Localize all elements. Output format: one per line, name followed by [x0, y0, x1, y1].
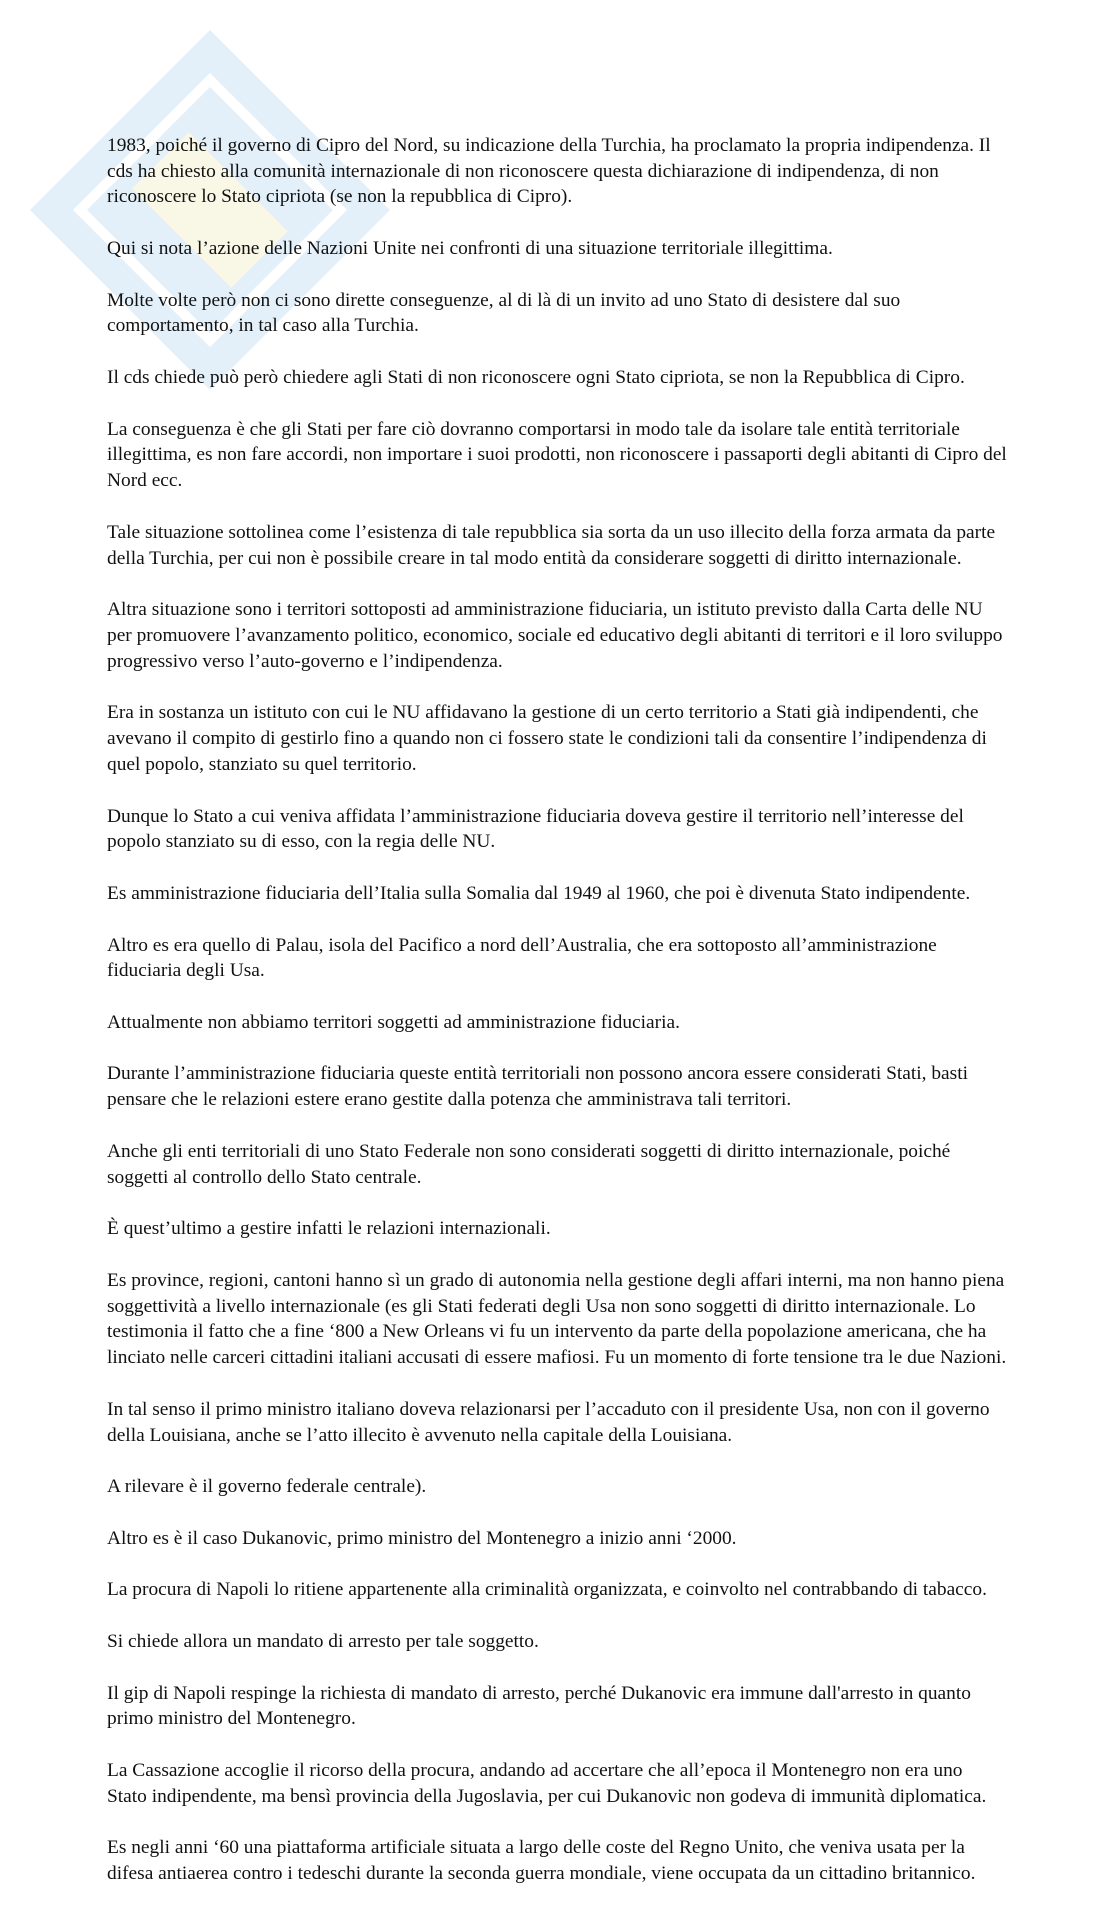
paragraph: Dunque lo Stato a cui veniva affidata l’amministrazione fiduciaria doveva gestire il territorio nell’interesse del popolo stanziato su di esso, con la regia delle NU.	[107, 805, 964, 853]
paragraph: Altro es è il caso Dukanovic, primo ministro del Montenegro a inizio anni ‘2000.	[107, 1527, 737, 1549]
paragraph: Altro es era quello di Palau, isola del Pacifico a nord dell’Australia, che era sottoposto all’amministrazione fiduciaria degli Usa.	[107, 934, 937, 982]
paragraph: Anche gli enti territoriali di uno Stato Federale non sono considerati soggetti di diritto internazionale, poiché soggetti al controllo dello Stato centrale.	[107, 1140, 951, 1188]
paragraph: In tal senso il primo ministro italiano doveva relazionarsi per l’accaduto con il presidente Usa, non con il governo della Louisiana, anche se l’atto illecito è avvenuto nella capitale della Louisiana.	[107, 1398, 990, 1446]
paragraph: Il gip di Napoli respinge la richiesta di mandato di arresto, perché Dukanovic era immune dall'arresto in quanto primo ministro del Montenegro.	[107, 1682, 971, 1730]
paragraph: Era in sostanza un istituto con cui le NU affidavano la gestione di un certo territorio a Stati già indipendenti, che avevano il compito di gestirlo fino a quando non ci fossero state le condizioni tali da consentire l’indipendenza di quel popolo, stanziato su quel territorio.	[107, 702, 987, 775]
paragraph: È quest’ultimo a gestire infatti le relazioni internazionali.	[107, 1218, 551, 1240]
paragraph: Durante l’amministrazione fiduciaria queste entità territoriali non possono ancora essere considerati Stati, basti pensare che le relazioni estere erano gestite dalla potenza che amministrava tali territori.	[107, 1063, 968, 1111]
paragraph: Il cds chiede può però chiedere agli Stati di non riconoscere ogni Stato cipriota, se non la Repubblica di Cipro.	[107, 366, 965, 388]
paragraph: Es province, regioni, cantoni hanno sì un grado di autonomia nella gestione degli affari interni, ma non hanno piena soggettività a livello internazionale (es gli Stati federati degli Usa non sono soggetti di diritto internazionale. Lo testimonia il fatto che a fine ‘800 a New Orleans vi fu un intervento da parte della popolazione americana, che ha linciato nelle carceri cittadini italiani accusati di essere mafiosi. Fu un momento di forte tensione tra le due Nazioni.	[107, 1269, 1007, 1369]
paragraph: Qui si nota l’azione delle Nazioni Unite nei confronti di una situazione territoriale illegittima.	[107, 237, 833, 259]
paragraph: La Cassazione accoglie il ricorso della procura, andando ad accertare che all’epoca il Montenegro non era uno Stato indipendente, ma bensì provincia della Jugoslavia, per cui Dukanovic non godeva di immunità diplomatica.	[107, 1760, 987, 1807]
paragraph: Es negli anni ‘60 una piattaforma artificiale situata a largo delle coste del Regno Unito, che veniva usata per la difesa antiaerea contro i tedeschi durante la seconda guerra mondiale, viene occupata da un cittadino britannico.	[107, 1837, 976, 1885]
paragraph: A rilevare è il governo federale centrale).	[107, 1476, 427, 1498]
paragraph: La conseguenza è che gli Stati per fare ciò dovranno comportarsi in modo tale da isolare tale entità territoriale illegittima, es non fare accordi, non importare i suoi prodotti, non riconoscere i passaporti degli abitanti di Cipro del Nord ecc.	[107, 418, 1007, 492]
paragraph: Tale situazione sottolinea come l’esistenza di tale repubblica sia sorta da un uso illecito della forza armata da parte della Turchia, per cui non è possibile creare in tal modo entità da considerare soggetti di diritto internazionale.	[107, 521, 996, 569]
paragraph: 1983, poiché il governo di Cipro del Nord, su indicazione della Turchia, ha proclamato la propria indipendenza. Il cds ha chiesto alla comunità internazionale di non riconoscere questa dichiarazione di indipendenza, di non riconoscere lo Stato cipriota (se non la repubblica di Cipro).	[107, 134, 991, 208]
paragraph: Molte volte però non ci sono dirette conseguenze, al di là di un invito ad uno Stato di desistere dal suo comportamento, in tal caso alla Turchia.	[107, 289, 901, 337]
document-body	[107, 107, 1007, 1913]
paragraph: Es amministrazione fiduciaria dell’Italia sulla Somalia dal 1949 al 1960, che poi è divenuta Stato indipendente.	[107, 882, 971, 904]
paragraph: Altra situazione sono i territori sottoposti ad amministrazione fiduciaria, un istituto previsto dalla Carta delle NU per promuovere l’avanzamento politico, economico, sociale ed educativo degli abitanti di territori e il loro sviluppo progressivo verso l’auto-governo e l’indipendenza.	[107, 599, 1003, 672]
paragraph: Si chiede allora un mandato di arresto per tale soggetto.	[107, 1631, 539, 1653]
paragraph: Attualmente non abbiamo territori soggetti ad amministrazione fiduciaria.	[107, 1011, 680, 1033]
paragraph: La procura di Napoli lo ritiene appartenente alla criminalità organizzata, e coinvolto nel contrabbando di tabacco.	[107, 1579, 987, 1601]
